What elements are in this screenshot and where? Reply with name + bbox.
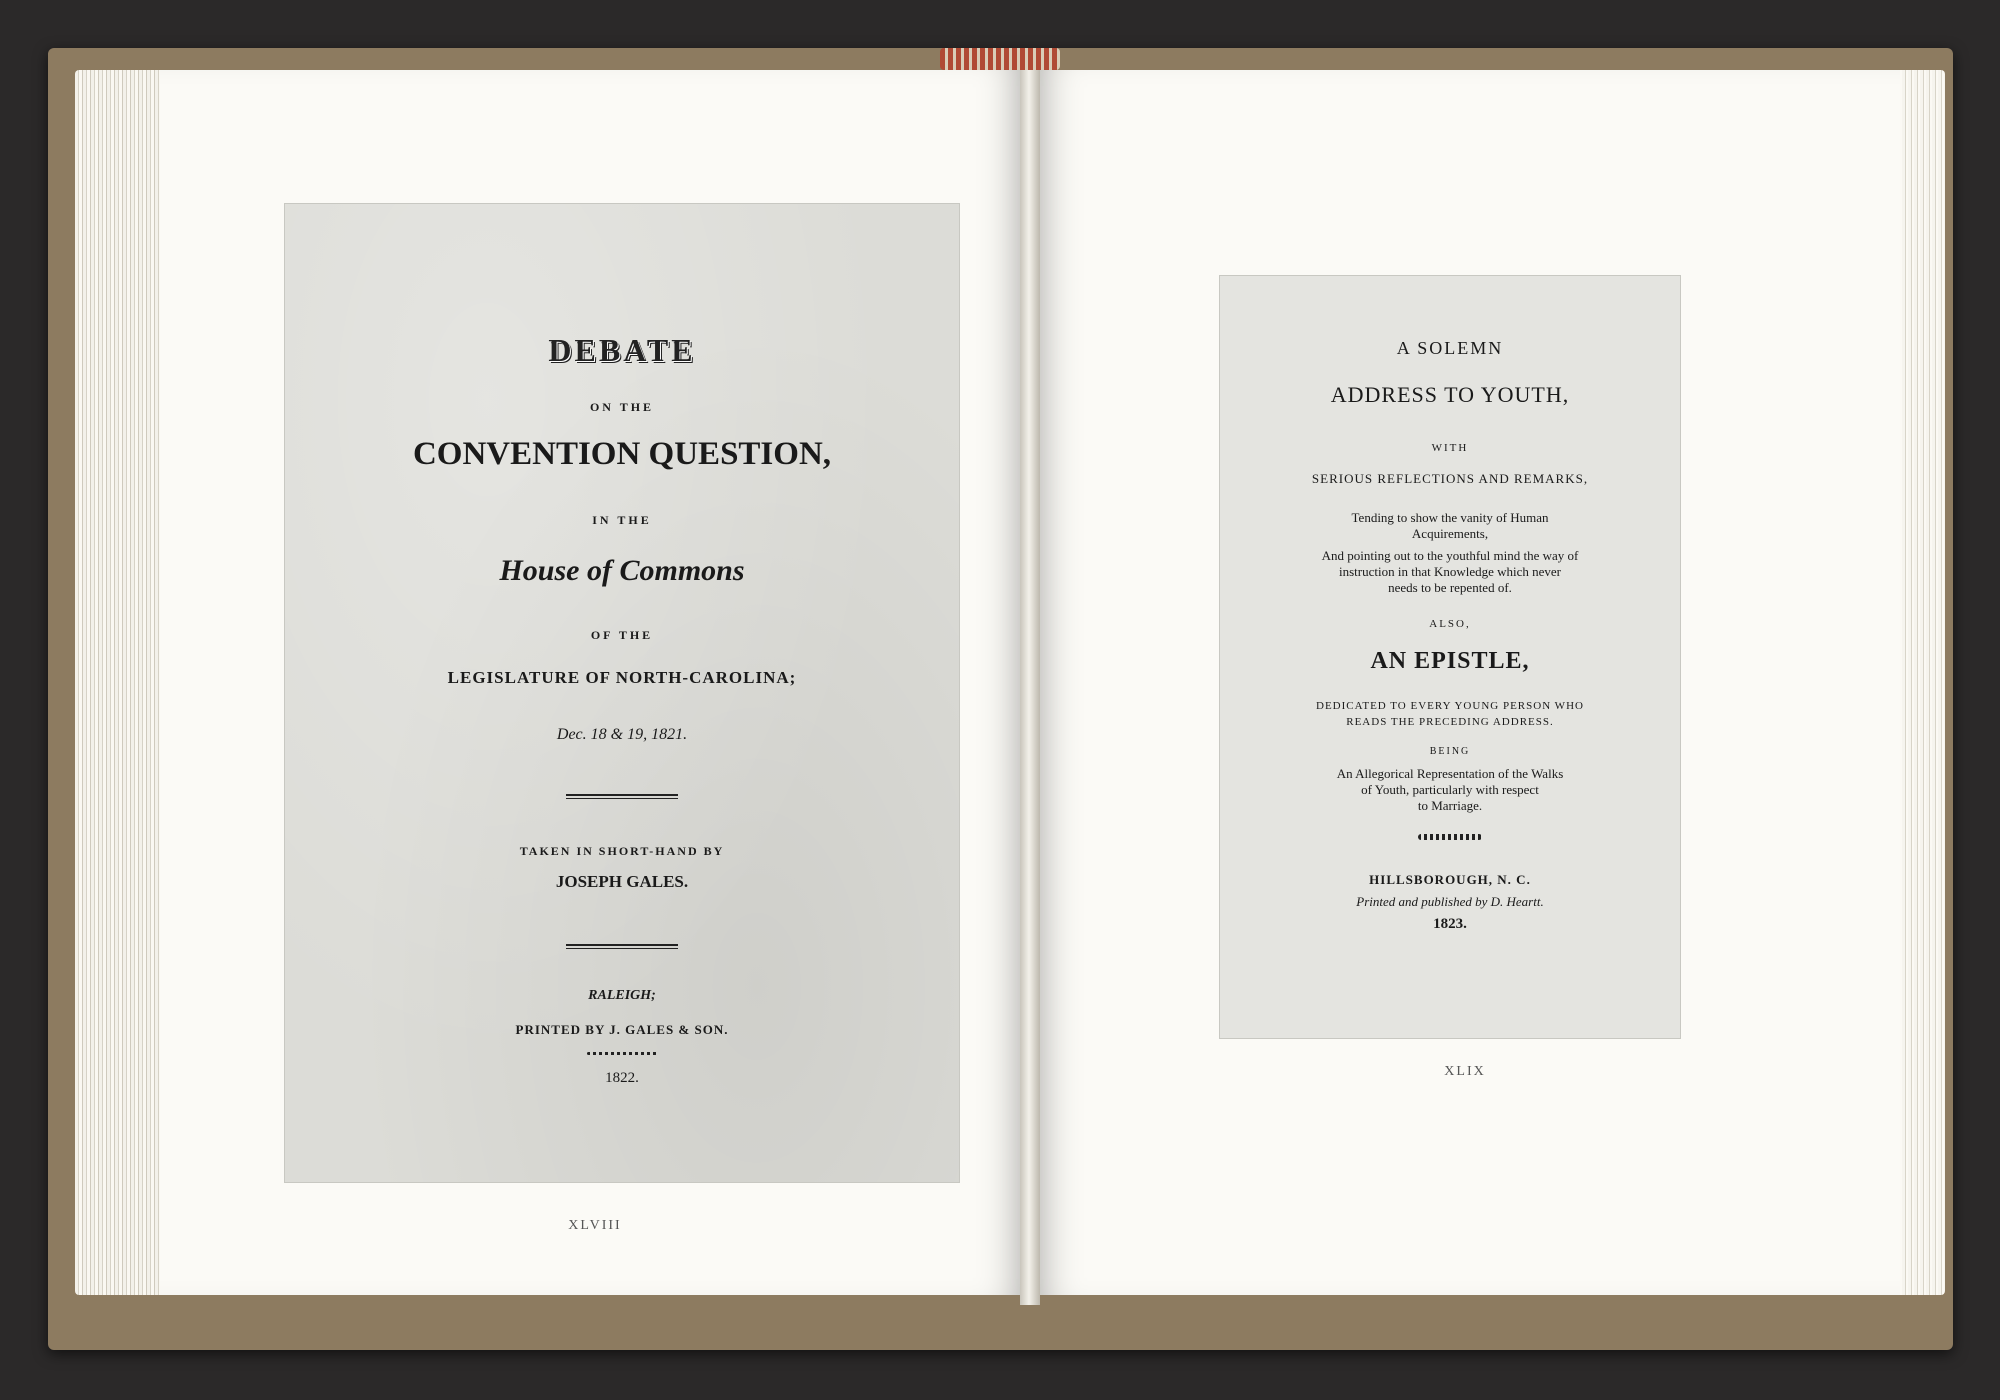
title-legislature: LEGISLATURE OF NORTH-CAROLINA; xyxy=(447,668,797,687)
text-pointing-line-2: instruction in that Knowledge which never xyxy=(1338,564,1562,579)
book-gutter xyxy=(1020,60,1040,1305)
facsimile-plate-left xyxy=(285,204,959,1182)
text-of-the: OF THE xyxy=(590,628,654,642)
text-place: HILLSBOROUGH, N. C. xyxy=(1369,872,1531,887)
text-with: WITH xyxy=(1431,442,1469,454)
text-tending-line-1: Tending to show the vanity of Human xyxy=(1351,510,1549,525)
text-printer: Printed and published by D. Heartt. xyxy=(1356,894,1544,909)
facsimile-plate-right xyxy=(1220,276,1680,1038)
title-an-epistle: AN EPISTLE, xyxy=(1370,648,1530,674)
title-address-to-youth: ADDRESS TO YOUTH, xyxy=(1330,382,1570,407)
printer-ornament xyxy=(587,1052,657,1055)
text-dedicated-line-1: DEDICATED TO EVERY YOUNG PERSON WHO xyxy=(1316,700,1584,712)
text-allegory-line-2: of Youth, particularly with respect xyxy=(1361,782,1539,797)
title-convention-question: CONVENTION QUESTION, xyxy=(412,436,832,472)
title-a-solemn: A SOLEMN xyxy=(1396,338,1504,358)
text-allegory-line-1: An Allegorical Representation of the Walks xyxy=(1336,766,1564,781)
binding-stitching xyxy=(940,48,1060,70)
text-dedicated-line-2: READS THE PRECEDING ADDRESS. xyxy=(1346,716,1554,728)
double-rule-top xyxy=(566,794,678,799)
left-page xyxy=(160,70,1030,1295)
text-printer: PRINTED BY J. GALES & SON. xyxy=(515,1022,729,1037)
text-being: BEING xyxy=(1429,746,1471,757)
double-rule-bottom xyxy=(566,944,678,949)
text-tending-line-2: Acquirements, xyxy=(1411,526,1489,541)
text-year: 1822. xyxy=(605,1070,639,1086)
text-place: RALEIGH; xyxy=(588,988,656,1003)
title-house-of-commons: House of Commons xyxy=(499,554,745,587)
page-edges-left xyxy=(75,70,170,1295)
wavy-ornament xyxy=(1418,834,1482,840)
right-page xyxy=(1030,70,1900,1295)
text-also: ALSO, xyxy=(1429,618,1471,630)
text-allegory-line-3: to Marriage. xyxy=(1417,798,1483,813)
text-pointing-line-1: And pointing out to the youthful mind the way of xyxy=(1321,548,1579,563)
text-in-the: IN THE xyxy=(592,513,652,527)
text-reporter: JOSEPH GALES. xyxy=(555,872,689,891)
text-taken-in-short-hand: TAKEN IN SHORT-HAND BY xyxy=(519,844,725,858)
page-number-right: XLIX xyxy=(1444,1064,1486,1079)
text-date: Dec. 18 & 19, 1821. xyxy=(556,726,688,743)
text-serious-reflections: SERIOUS REFLECTIONS AND REMARKS, xyxy=(1311,471,1589,486)
page-number-left: XLVIII xyxy=(568,1218,622,1233)
text-pointing-line-3: needs to be repented of. xyxy=(1388,580,1512,595)
title-debate: DEBATE xyxy=(548,332,696,368)
text-on-the: ON THE xyxy=(589,400,655,414)
text-year: 1823. xyxy=(1433,916,1467,932)
